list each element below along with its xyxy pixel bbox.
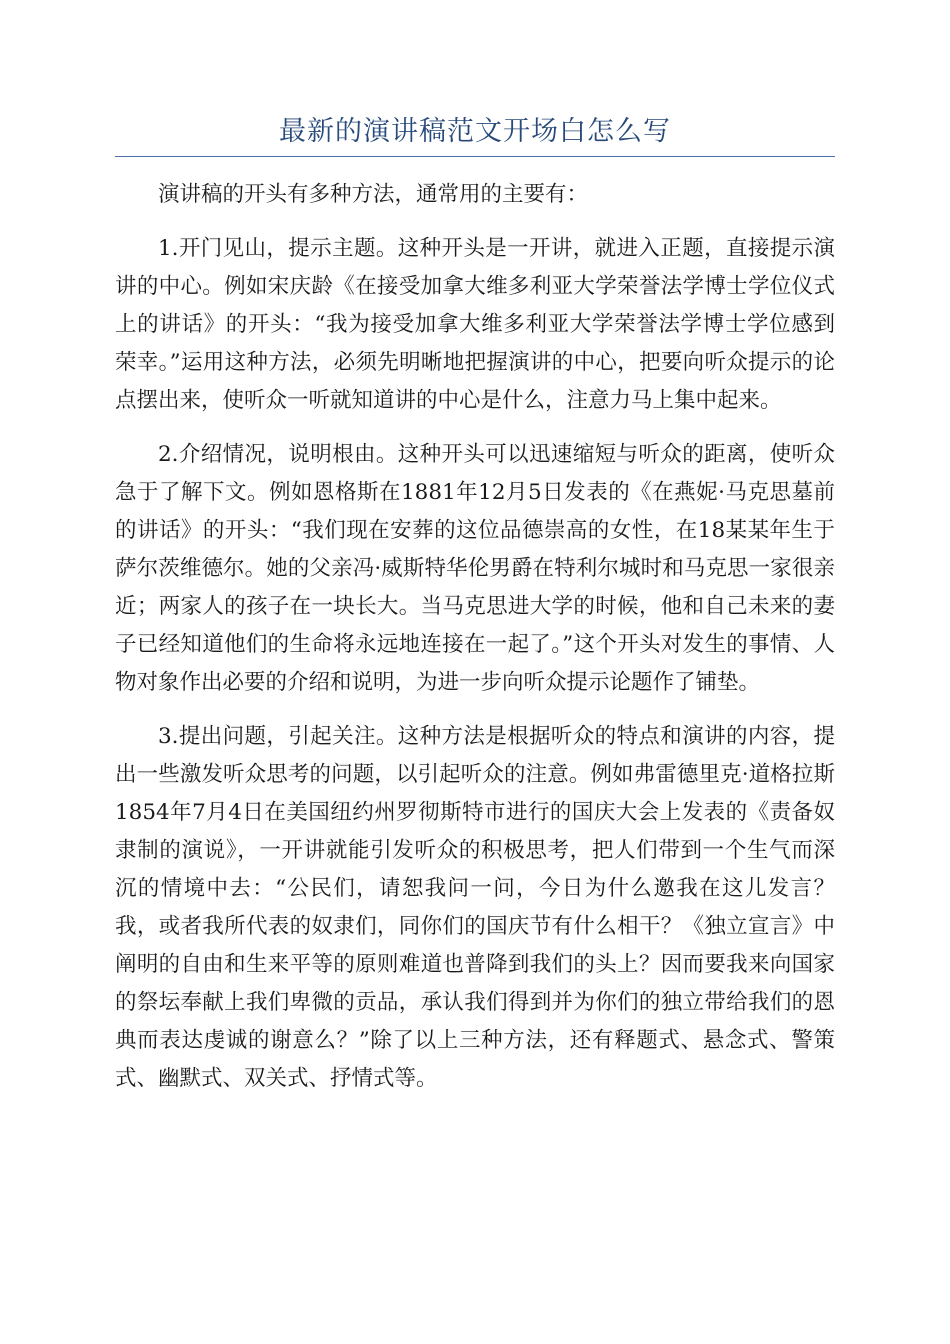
method-1-paragraph: 1.开门见山，提示主题。这种开头是一开讲，就进入正题，直接提示演讲的中心。例如宋庆龄《在接受加拿大维多利亚大学荣誉法学博士学位仪式上的讲话》的开头：“我为接受加拿大维多利亚大学荣誉法学博士学位感到荣幸。”运用这种方法，必须先明晰地把握演讲的中心，把要向听众提示的论点摆出来，使听众一听就知道讲的中心是什么，注意力马上集中起来。	[115, 236, 835, 413]
document-body	[115, 176, 835, 1114]
page-title: 最新的演讲稿范文开场白怎么写	[279, 116, 671, 147]
method-2-paragraph: 2.介绍情况，说明根由。这种开头可以迅速缩短与听众的距离，使听众急于了解下文。例如恩格斯在1881年12月5日发表的《在燕妮·马克思墓前的讲话》的开头：“我们现在安葬的这位品德崇高的女性，在18某某年生于萨尔茨维德尔。她的父亲冯·威斯特华伦男爵在特利尔城时和马克思一家很亲近；两家人的孩子在一块长大。当马克思进大学的时候，他和自己未来的妻子已经知道他们的生命将永远地连接在一起了。”这个开头对发生的事情、人物对象作出必要的介绍和说明，为进一步向听众提示论题作了铺垫。	[115, 442, 835, 695]
method-3-paragraph: 3.提出问题，引起关注。这种方法是根据听众的特点和演讲的内容，提出一些激发听众思考的问题，以引起听众的注意。例如弗雷德里克·道格拉斯1854年7月4日在美国纽约州罗彻斯特市进行的国庆大会上发表的《责备奴隶制的演说》，一开讲就能引发听众的积极思考，把人们带到一个生气而深沉的情境中去：“公民们，请恕我问一问，今日为什么邀我在这儿发言？我，或者我所代表的奴隶们，同你们的国庆节有什么相干？《独立宣言》中阐明的自由和生来平等的原则难道也普降到我们的头上？因而要我来向国家的祭坛奉献上我们卑微的贡品，承认我们得到并为你们的独立带给我们的恩典而表达虔诚的谢意么？”除了以上三种方法，还有释题式、悬念式、警策式、幽默式、双关式、抒情式等。	[115, 724, 835, 1091]
title-block	[115, 112, 835, 157]
intro-paragraph: 演讲稿的开头有多种方法，通常用的主要有：	[158, 182, 589, 207]
